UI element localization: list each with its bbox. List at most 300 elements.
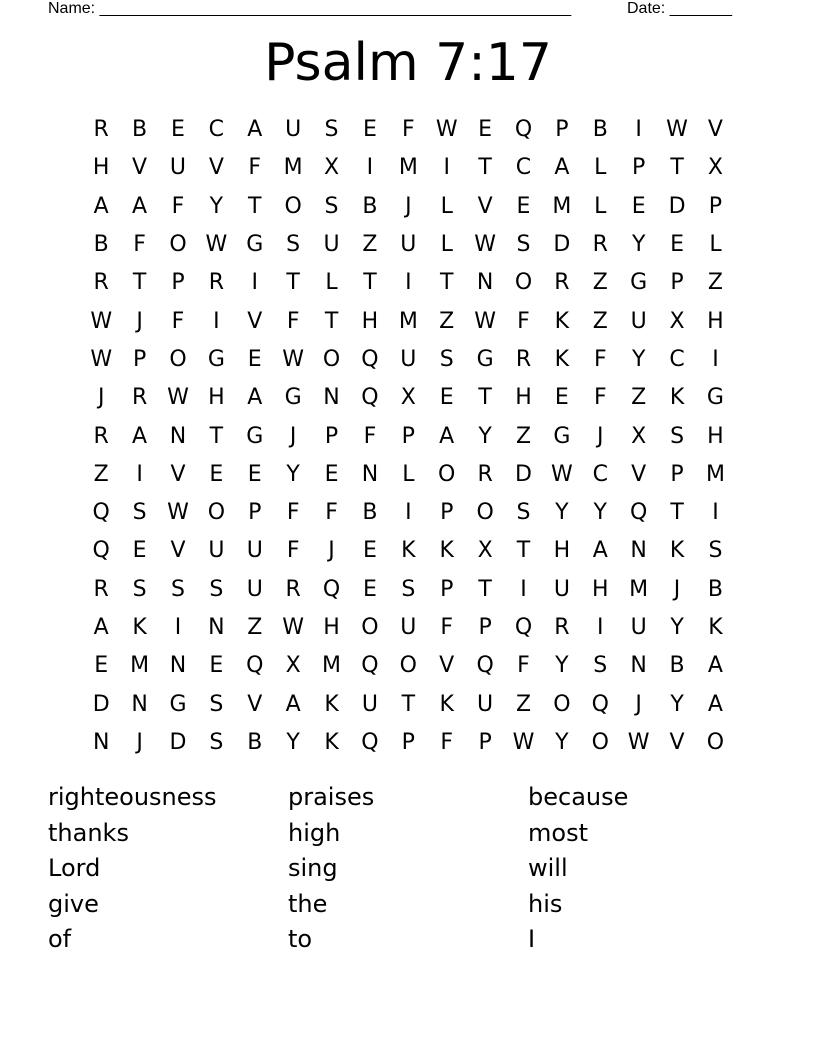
grid-letter: H: [323, 615, 340, 640]
grid-letter: V: [132, 155, 148, 181]
grid-letter: Y: [555, 653, 569, 679]
grid-letter: H: [92, 155, 110, 181]
grid-letter: H: [592, 576, 609, 602]
grid-letter: Q: [92, 500, 110, 526]
grid-letter: X: [400, 385, 416, 411]
grid-letter: K: [132, 615, 147, 640]
grid-letter: J: [289, 423, 297, 449]
grid-letter: V: [631, 461, 647, 487]
grid-letter: O: [399, 653, 417, 679]
grid-letter: W: [435, 117, 458, 143]
grid-letter: P: [708, 193, 723, 219]
grid-letter: T: [670, 500, 684, 526]
grid-letter: I: [174, 615, 182, 640]
word-list-item: give: [48, 889, 99, 918]
grid-letter: C: [515, 155, 532, 181]
grid-letter: P: [401, 729, 415, 755]
grid-letter: S: [516, 500, 531, 526]
grid-letter: K: [669, 385, 685, 411]
grid-letter: O: [284, 193, 302, 219]
grid-letter: H: [553, 538, 571, 564]
word-list-item: thanks: [48, 818, 129, 847]
grid-letter: K: [554, 346, 570, 372]
grid-letter: E: [631, 193, 646, 219]
grid-letter: P: [132, 346, 147, 372]
grid-letter: W: [167, 385, 189, 411]
grid-letter: S: [286, 232, 301, 258]
grid-letter: O: [476, 500, 494, 526]
grid-letter: V: [707, 117, 723, 143]
grid-letter: R: [93, 270, 109, 296]
grid-letter: R: [93, 576, 109, 602]
grid-letter: P: [440, 576, 454, 602]
grid-letter: T: [670, 155, 684, 181]
grid-letter: Y: [209, 193, 224, 219]
grid-letter: Y: [593, 500, 607, 526]
grid-letter: F: [440, 729, 454, 755]
grid-letter: K: [439, 538, 454, 564]
grid-letter: W: [90, 346, 113, 372]
grid-letter: Q: [92, 538, 110, 564]
grid-letter: M: [130, 653, 150, 679]
grid-letter: N: [630, 653, 647, 679]
grid-letter: B: [669, 653, 685, 679]
grid-letter: A: [554, 155, 570, 181]
grid-letter: Q: [514, 117, 533, 143]
grid-letter: B: [592, 117, 608, 143]
grid-letter: A: [285, 691, 301, 717]
grid-letter: S: [670, 423, 685, 449]
word-list: [48, 780, 768, 958]
grid-letter: B: [362, 193, 378, 219]
grid-letter: E: [362, 576, 377, 602]
grid-letter: U: [323, 232, 340, 258]
grid-letter: F: [517, 653, 530, 679]
grid-letter: I: [251, 270, 258, 296]
grid-letter: L: [709, 232, 722, 258]
grid-letter: M: [322, 653, 342, 679]
grid-letter: M: [398, 308, 418, 334]
grid-letter: V: [208, 155, 224, 181]
grid-letter: E: [439, 385, 454, 411]
grid-letter: R: [554, 615, 570, 640]
grid-letter: B: [247, 729, 263, 755]
grid-letter: G: [630, 270, 648, 296]
grid-letter: W: [512, 729, 535, 755]
grid-letter: A: [93, 615, 109, 640]
word-list-item: will: [528, 854, 568, 883]
grid-letter: L: [440, 232, 453, 258]
grid-letter: Z: [707, 270, 723, 296]
grid-letter: U: [477, 691, 494, 717]
word-list-item: Lord: [48, 854, 101, 883]
grid-letter: V: [477, 193, 493, 219]
grid-letter: M: [705, 461, 725, 487]
grid-letter: E: [247, 461, 262, 487]
word-list-item: righteousness: [48, 783, 217, 811]
grid-letter: N: [630, 538, 647, 564]
word-list-item: the: [288, 889, 328, 918]
grid-letter: V: [669, 729, 685, 755]
grid-letter: O: [169, 346, 187, 372]
grid-letter: J: [136, 729, 143, 755]
grid-letter: U: [630, 615, 647, 640]
grid-letter: O: [591, 729, 609, 755]
grid-letter: S: [324, 117, 339, 143]
grid-letter: V: [439, 653, 455, 679]
grid-letter: Q: [361, 385, 379, 411]
grid-letter: F: [517, 308, 530, 334]
grid-letter: F: [593, 385, 607, 411]
grid-letter: P: [555, 117, 569, 143]
grid-letter: U: [400, 615, 417, 640]
grid-letter: O: [169, 232, 187, 258]
grid-letter: N: [361, 461, 379, 487]
grid-letter: A: [247, 385, 263, 411]
grid-letter: E: [209, 653, 224, 679]
grid-letter: I: [712, 500, 719, 526]
grid-letter: Z: [592, 270, 608, 296]
grid-letter: J: [673, 576, 681, 602]
grid-letter: H: [208, 385, 225, 411]
grid-letter: Z: [362, 232, 378, 258]
grid-letter: E: [94, 653, 109, 679]
grid-letter: Q: [591, 691, 609, 717]
grid-letter: S: [708, 538, 723, 564]
grid-letter: I: [712, 346, 719, 372]
grid-letter: Q: [361, 653, 379, 679]
grid-letter: I: [635, 117, 642, 143]
grid-letter: U: [630, 308, 647, 334]
grid-letter: D: [92, 691, 110, 717]
word-list-item: his: [528, 889, 563, 918]
grid-letter: W: [666, 117, 688, 143]
grid-letter: Y: [478, 423, 492, 449]
word-list-item: I: [528, 925, 536, 954]
grid-letter: R: [477, 461, 493, 487]
grid-letter: B: [93, 232, 109, 258]
grid-letter: E: [362, 538, 377, 564]
grid-letter: I: [136, 461, 143, 487]
grid-letter: S: [439, 346, 454, 372]
grid-letter: F: [593, 346, 607, 372]
grid-letter: D: [553, 232, 571, 258]
grid-letter: Y: [670, 691, 684, 717]
grid-letter: R: [554, 270, 570, 296]
grid-letter: N: [476, 270, 494, 296]
grid-letter: X: [285, 653, 301, 679]
grid-letter: F: [363, 423, 377, 449]
grid-letter: T: [286, 270, 300, 296]
grid-letter: T: [516, 538, 531, 564]
grid-letter: F: [325, 500, 338, 526]
word-list-item: high: [288, 818, 341, 847]
grid-letter: Q: [630, 500, 648, 526]
grid-letter: R: [93, 117, 109, 143]
grid-letter: E: [171, 117, 185, 143]
grid-letter: E: [209, 461, 224, 487]
grid-letter: S: [132, 576, 147, 602]
grid-letter: U: [400, 232, 417, 258]
grid-letter: Q: [246, 653, 264, 679]
grid-letter: Q: [361, 346, 379, 372]
grid-letter: N: [131, 691, 148, 717]
grid-letter: J: [405, 193, 412, 219]
grid-letter: W: [282, 346, 305, 372]
grid-letter: P: [478, 615, 492, 640]
grid-letter: P: [248, 500, 262, 526]
grid-letter: U: [285, 117, 302, 143]
grid-letter: T: [439, 270, 454, 296]
word-list-item: most: [528, 818, 588, 847]
grid-letter: U: [361, 691, 378, 717]
grid-letter: W: [90, 308, 113, 334]
grid-letter: T: [478, 155, 492, 181]
grid-letter: X: [707, 155, 723, 181]
grid-letter: U: [169, 155, 187, 181]
grid-letter: C: [669, 346, 685, 372]
grid-letter: Y: [555, 500, 569, 526]
grid-letter: V: [247, 308, 263, 334]
grid-letter: G: [706, 385, 724, 411]
grid-letter: O: [438, 461, 456, 487]
grid-letter: F: [440, 615, 454, 640]
grid-letter: I: [213, 308, 220, 334]
grid-letter: D: [515, 461, 532, 487]
grid-letter: K: [554, 308, 570, 334]
grid-letter: K: [669, 538, 685, 564]
word-list-item: because: [528, 783, 629, 811]
grid-letter: S: [209, 691, 224, 717]
grid-letter: S: [209, 729, 224, 755]
word-list-item: to: [288, 925, 313, 954]
grid-letter: F: [248, 155, 262, 181]
grid-letter: G: [246, 423, 264, 449]
grid-letter: F: [286, 500, 300, 526]
grid-letter: U: [208, 538, 225, 564]
grid-letter: Y: [286, 461, 300, 487]
grid-letter: M: [629, 576, 649, 602]
grid-letter: U: [246, 576, 263, 602]
grid-letter: E: [362, 117, 377, 143]
grid-letter: B: [362, 500, 378, 526]
grid-letter: P: [478, 729, 492, 755]
grid-letter: R: [592, 232, 608, 258]
grid-letter: W: [551, 461, 573, 487]
grid-letter: Z: [93, 461, 109, 487]
grid-letter: V: [170, 538, 186, 564]
grid-letter: X: [477, 538, 493, 564]
grid-letter: G: [284, 385, 302, 411]
grid-letter: P: [171, 270, 185, 296]
grid-letter: F: [401, 117, 415, 143]
grid-letter: Y: [631, 232, 646, 258]
grid-letter: G: [169, 691, 187, 717]
grid-letter: S: [209, 576, 224, 602]
grid-letter: A: [93, 193, 109, 219]
grid-letter: F: [171, 308, 185, 334]
grid-letter: Q: [514, 615, 533, 640]
grid-letter: P: [670, 461, 684, 487]
grid-letter: W: [205, 232, 228, 258]
grid-letter: O: [706, 729, 725, 755]
grid-letter: E: [247, 346, 262, 372]
grid-letter: J: [328, 538, 335, 564]
grid-letter: I: [520, 576, 527, 602]
grid-letter: E: [554, 385, 569, 411]
grid-letter: G: [476, 346, 494, 372]
grid-letter: Y: [670, 615, 684, 640]
grid-letter: J: [635, 691, 642, 717]
grid-letter: P: [440, 500, 454, 526]
grid-letter: H: [707, 423, 724, 449]
grid-letter: Q: [476, 653, 494, 679]
grid-letter: S: [170, 576, 185, 602]
page-title: Psalm 7:17: [264, 33, 552, 93]
grid-letter: E: [516, 193, 531, 219]
grid-letter: L: [402, 461, 415, 487]
grid-letter: O: [322, 346, 341, 372]
grid-letter: X: [631, 423, 647, 449]
grid-letter: X: [324, 155, 340, 181]
grid-letter: W: [474, 232, 496, 258]
grid-letter: S: [324, 193, 339, 219]
grid-letter: E: [478, 117, 493, 143]
grid-letter: N: [169, 423, 187, 449]
grid-letter: Y: [631, 346, 646, 372]
grid-letter: N: [92, 729, 110, 755]
grid-letter: H: [707, 308, 724, 334]
grid-letter: K: [439, 691, 454, 717]
grid-letter: K: [324, 691, 339, 717]
grid-letter: C: [592, 461, 608, 487]
grid-letter: F: [171, 193, 185, 219]
grid-letter: A: [247, 117, 263, 143]
grid-letter: E: [132, 538, 147, 564]
grid-letter: T: [478, 385, 492, 411]
grid-letter: W: [167, 500, 189, 526]
grid-letter: G: [246, 232, 264, 258]
grid-letter: K: [324, 729, 339, 755]
grid-letter: S: [516, 232, 531, 258]
grid-letter: K: [708, 615, 723, 640]
grid-letter: I: [597, 615, 604, 640]
grid-letter: L: [594, 193, 607, 219]
grid-letter: K: [401, 538, 416, 564]
grid-letter: A: [592, 538, 608, 564]
grid-letter: R: [208, 270, 225, 296]
grid-letter: D: [668, 193, 686, 219]
grid-letter: Q: [361, 729, 379, 755]
grid-letter: A: [132, 193, 148, 219]
grid-letter: A: [707, 653, 723, 679]
grid-letter: Y: [555, 729, 569, 755]
grid-letter: Z: [631, 385, 647, 411]
grid-letter: M: [398, 155, 418, 181]
grid-letter: E: [324, 461, 339, 487]
grid-letter: W: [474, 308, 496, 334]
grid-letter: R: [93, 423, 109, 449]
grid-letter: C: [208, 117, 225, 143]
grid-letter: J: [97, 385, 105, 411]
grid-letter: T: [401, 691, 416, 717]
grid-letter: O: [514, 270, 533, 296]
grid-letter: Y: [286, 729, 300, 755]
grid-letter: O: [207, 500, 226, 526]
grid-letter: A: [707, 691, 723, 717]
grid-letter: U: [553, 576, 570, 602]
grid-letter: V: [247, 691, 263, 717]
grid-letter: O: [361, 615, 379, 640]
grid-letter: Q: [322, 576, 341, 602]
grid-letter: N: [169, 653, 187, 679]
grid-letter: P: [324, 423, 339, 449]
grid-letter: S: [132, 500, 147, 526]
grid-letter: T: [132, 270, 147, 296]
grid-letter: I: [443, 155, 450, 181]
grid-letter: D: [169, 729, 187, 755]
grid-letter: P: [401, 423, 415, 449]
grid-letter: L: [440, 193, 453, 219]
grid-letter: P: [632, 155, 646, 181]
grid-letter: L: [325, 270, 338, 296]
name-field: Name: _____________________________________________________: [48, 0, 572, 17]
letter-grid: [82, 111, 735, 762]
grid-letter: Z: [439, 308, 455, 334]
grid-letter: V: [170, 461, 186, 487]
grid-letter: O: [553, 691, 571, 717]
grid-letter: T: [478, 576, 492, 602]
date-field: Date: _______: [627, 0, 732, 17]
grid-letter: M: [283, 155, 303, 181]
grid-letter: F: [133, 232, 146, 258]
grid-letter: N: [208, 615, 225, 640]
grid-letter: T: [209, 423, 224, 449]
grid-letter: G: [553, 423, 571, 449]
grid-letter: Z: [515, 691, 532, 717]
grid-letter: Z: [515, 423, 532, 449]
grid-letter: R: [131, 385, 148, 411]
grid-letter: A: [132, 423, 148, 449]
grid-letter: X: [669, 308, 685, 334]
grid-letter: I: [405, 500, 412, 526]
grid-letter: B: [707, 576, 723, 602]
grid-letter: H: [515, 385, 532, 411]
grid-letter: I: [405, 270, 412, 296]
grid-letter: W: [282, 615, 305, 640]
grid-letter: N: [323, 385, 340, 411]
grid-letter: T: [248, 193, 262, 219]
grid-letter: F: [286, 308, 300, 334]
word-list-item: of: [48, 925, 72, 954]
grid-letter: E: [670, 232, 684, 258]
grid-letter: F: [286, 538, 300, 564]
grid-letter: T: [363, 270, 377, 296]
grid-letter: W: [627, 729, 650, 755]
grid-letter: M: [552, 193, 572, 219]
grid-letter: U: [246, 538, 263, 564]
grid-letter: T: [324, 308, 339, 334]
grid-letter: R: [515, 346, 532, 372]
grid-letter: I: [366, 155, 374, 181]
grid-letter: B: [132, 117, 148, 143]
word-list-item: sing: [288, 854, 338, 883]
grid-letter: Z: [592, 308, 608, 334]
grid-letter: H: [361, 308, 379, 334]
grid-letter: R: [285, 576, 301, 602]
grid-letter: P: [670, 270, 684, 296]
grid-letter: S: [593, 653, 608, 679]
